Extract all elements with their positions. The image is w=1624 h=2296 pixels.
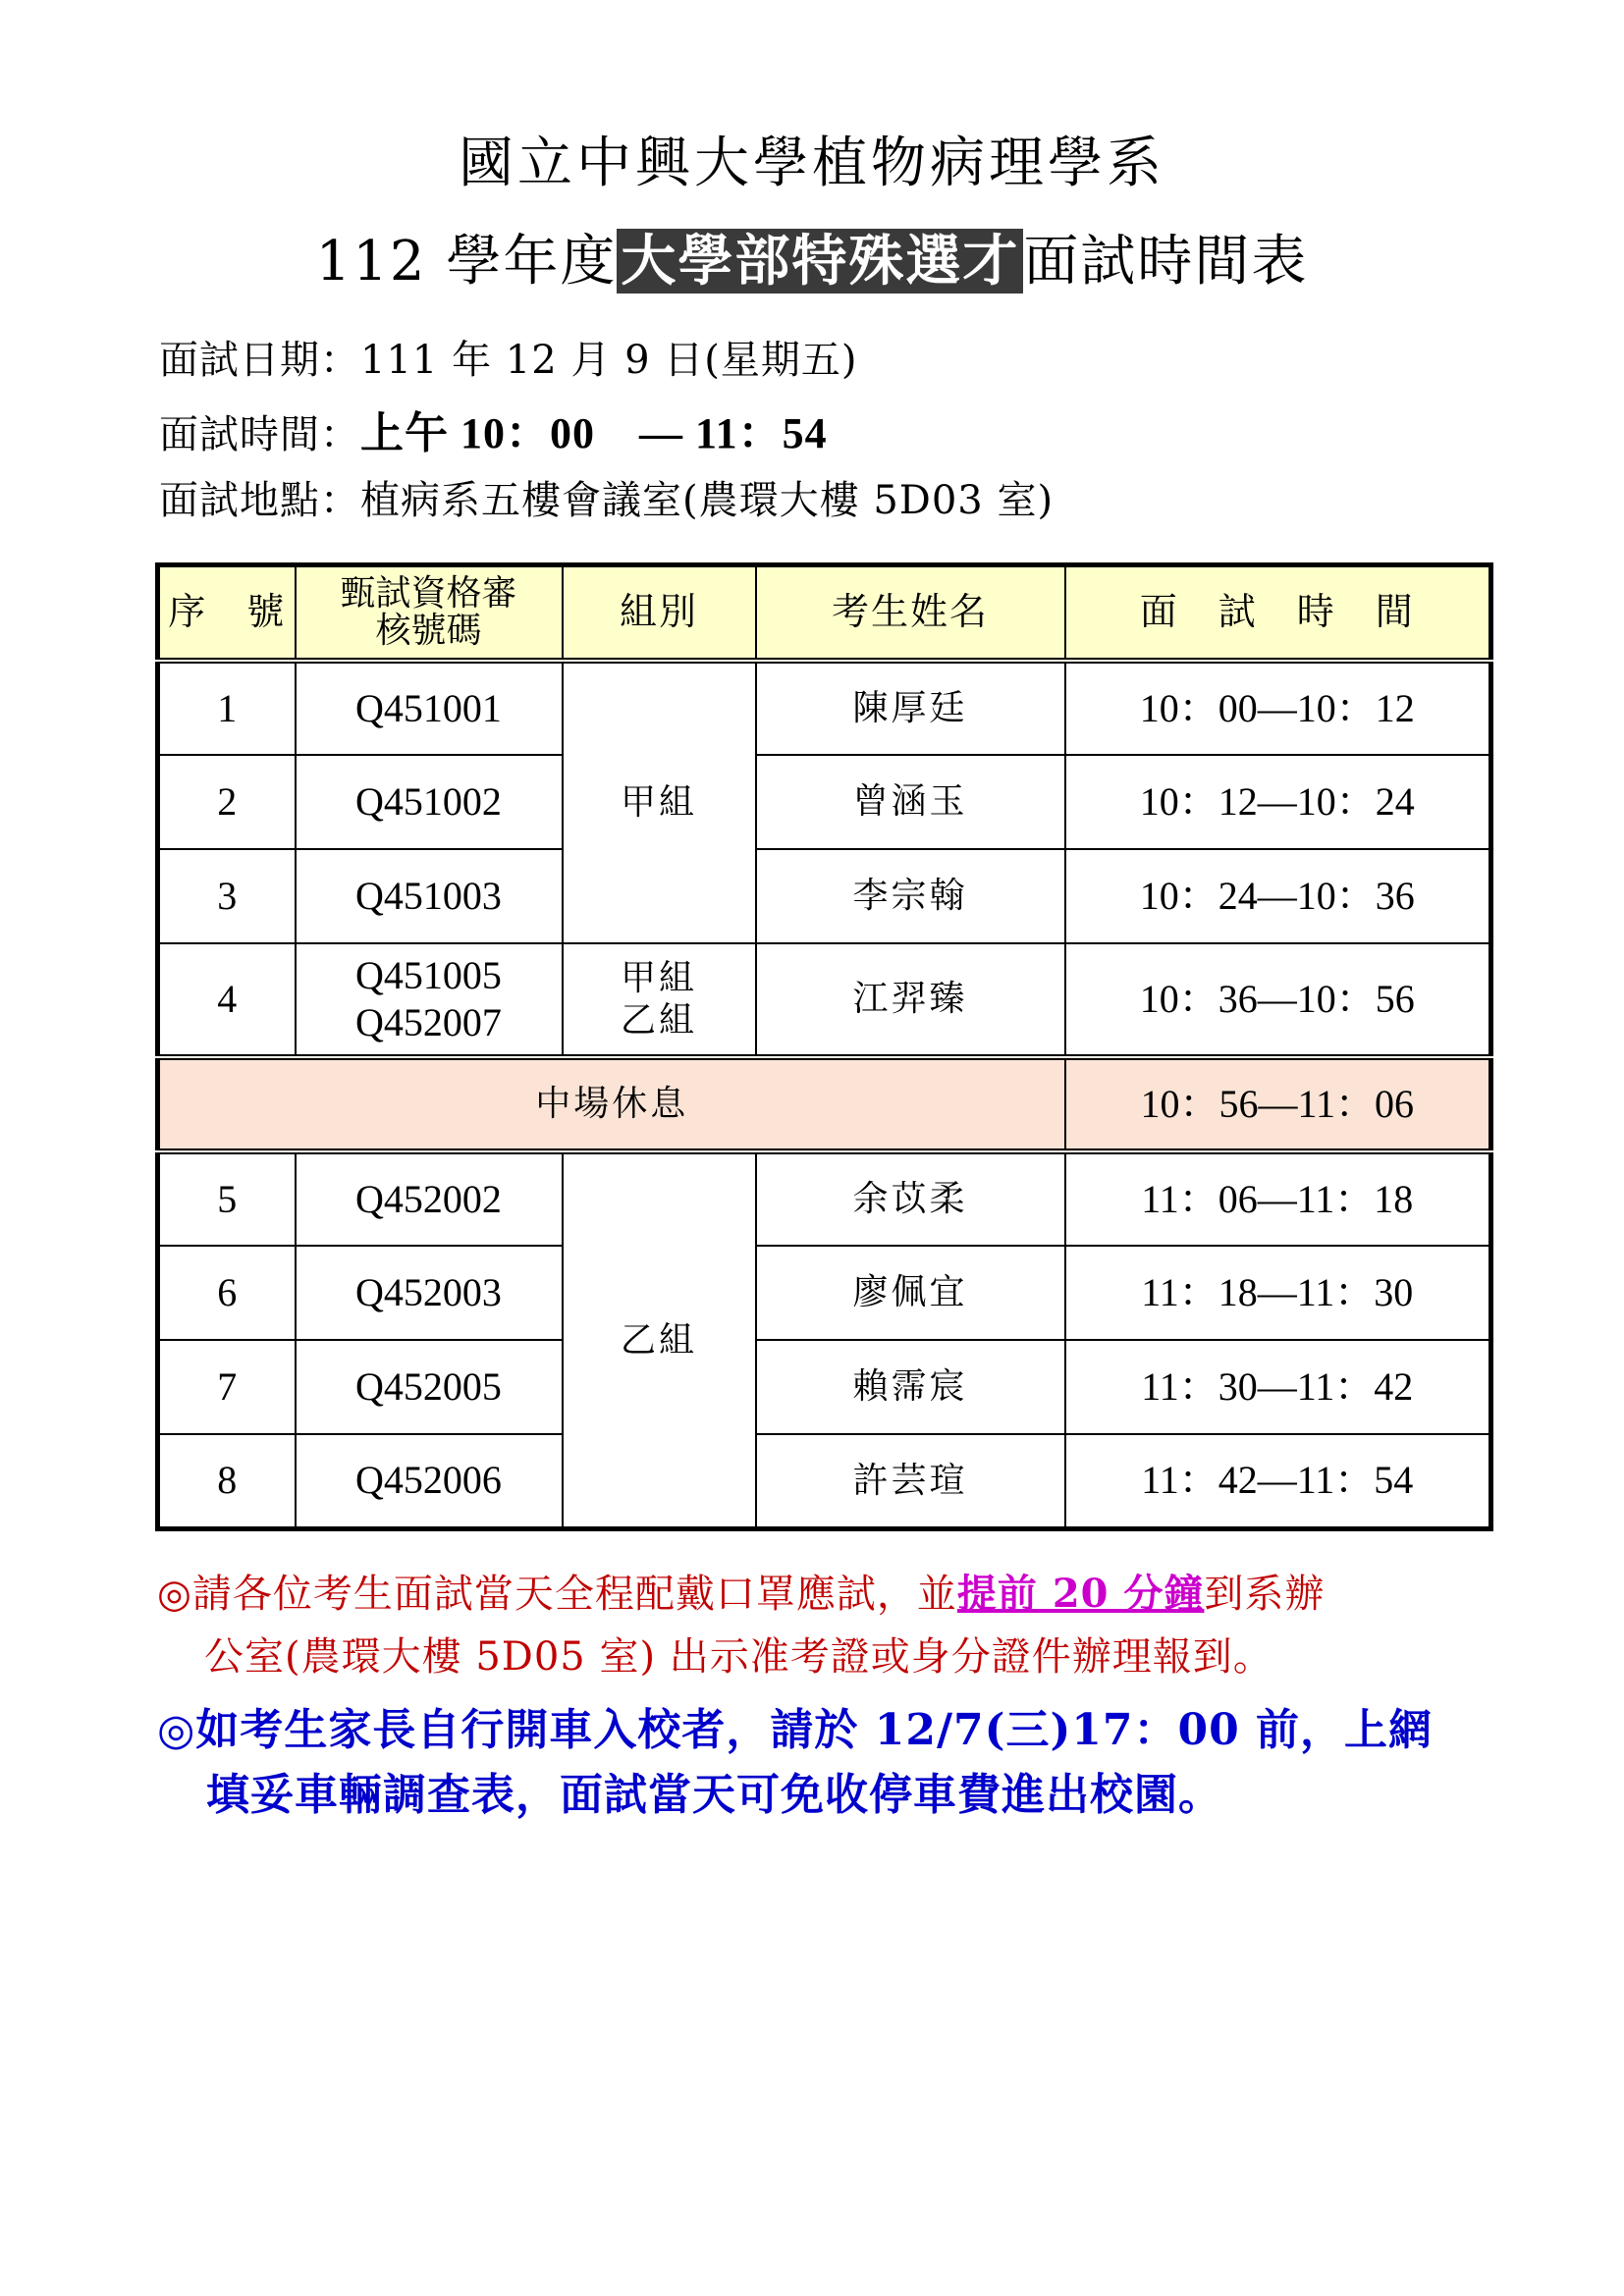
cell-name: 許芸瑄	[756, 1434, 1065, 1528]
header-name: 考生姓名	[756, 565, 1065, 662]
cell-code: Q451001	[296, 661, 563, 755]
cell-code: Q451003	[296, 849, 563, 943]
title-line1: 國立中興大學植物病理學系	[459, 132, 1165, 195]
schedule-table	[155, 562, 1493, 1531]
note1-line2: 公室(農環大樓 5D05 室) 出示准考證或身分證件辦理報到。	[204, 1634, 1273, 1680]
cell-code: Q452003	[296, 1246, 563, 1340]
cell-time: 11：42—11：54	[1065, 1434, 1491, 1528]
cell-group-line1: 甲組	[620, 957, 697, 998]
table-row	[158, 1246, 1491, 1340]
cell-seq: 4	[158, 943, 296, 1057]
break-row	[158, 1057, 1491, 1151]
cell-group-line2: 乙組	[620, 1000, 697, 1041]
place-value: 植病系五樓會議室(農環大樓 5D03 室)	[360, 478, 1055, 523]
cell-seq: 2	[158, 755, 296, 849]
title-highlight: 大學部特殊選才	[617, 229, 1023, 294]
note-mask-checkin	[157, 1563, 1492, 1688]
cell-time: 11：30—11：42	[1065, 1340, 1491, 1434]
cell-name: 李宗翰	[756, 849, 1065, 943]
cell-name: 陳厚廷	[756, 661, 1065, 755]
place-label: 面試地點：	[159, 478, 360, 523]
header-code	[296, 565, 563, 662]
cell-code	[296, 943, 563, 1057]
table-row	[158, 1434, 1491, 1528]
time-value: 上午 10：00 — 11：54	[360, 409, 828, 457]
date-label: 面試日期：	[159, 338, 360, 383]
cell-group	[563, 943, 756, 1057]
note2-line1: ◎如考生家長自行開車入校者，請於 12/7(三)17：00 前，上網	[157, 1705, 1434, 1755]
time-label: 面試時間：	[159, 412, 360, 457]
header-code-line2: 核號碼	[375, 611, 482, 651]
cell-code: Q452005	[296, 1340, 563, 1434]
cell-time: 10：36—10：56	[1065, 943, 1491, 1057]
cell-seq: 8	[158, 1434, 296, 1528]
table-row	[158, 1340, 1491, 1434]
title-line2-prefix: 112 學年度	[315, 230, 618, 294]
interview-date	[159, 329, 857, 385]
table-row	[158, 943, 1491, 1057]
table-row	[158, 1151, 1491, 1246]
table-row	[158, 755, 1491, 849]
cell-time: 11：06—11：18	[1065, 1151, 1491, 1246]
cell-seq: 6	[158, 1246, 296, 1340]
cell-seq: 5	[158, 1151, 296, 1246]
cell-seq: 1	[158, 661, 296, 755]
cell-group: 甲組	[563, 661, 756, 943]
cell-time: 10：24—10：36	[1065, 849, 1491, 943]
interview-place	[159, 469, 1054, 525]
table-header-row	[158, 565, 1491, 662]
note2-line2: 填妥車輛調查表，面試當天可免收停車費進出校園。	[206, 1770, 1222, 1820]
cell-code-line2: Q452007	[355, 1000, 502, 1044]
cell-name: 余苡柔	[756, 1151, 1065, 1246]
cell-code: Q451002	[296, 755, 563, 849]
header-code-line1: 甄試資格審	[340, 573, 517, 614]
header-time: 面 試 時 間	[1065, 565, 1491, 662]
cell-seq: 7	[158, 1340, 296, 1434]
cell-name: 江羿臻	[756, 943, 1065, 1057]
cell-code: Q452006	[296, 1434, 563, 1528]
cell-name: 賴霈宸	[756, 1340, 1065, 1434]
header-seq: 序 號	[158, 565, 296, 662]
interview-time	[159, 398, 828, 460]
cell-name: 曾涵玉	[756, 755, 1065, 849]
break-time: 10：56—11：06	[1065, 1057, 1491, 1151]
cell-code-line1: Q451005	[355, 953, 502, 997]
title-line2-suffix: 面試時間表	[1023, 230, 1309, 294]
cell-group: 乙組	[563, 1151, 756, 1528]
note1-part2: 到系辦	[1204, 1572, 1326, 1617]
date-value: 111 年 12 月 9 日(星期五)	[360, 338, 858, 383]
note1-part1: ◎請各位考生面試當天全程配戴口罩應試，並	[157, 1572, 957, 1617]
note1-emphasis: 提前 20 分鐘	[956, 1571, 1205, 1617]
cell-time: 10：00—10：12	[1065, 661, 1491, 755]
cell-name: 廖佩宜	[756, 1246, 1065, 1340]
note-parking	[157, 1698, 1512, 1828]
cell-code: Q452002	[296, 1151, 563, 1246]
header-group: 組別	[563, 565, 756, 662]
table-row	[158, 661, 1491, 755]
break-label: 中場休息	[158, 1057, 1065, 1151]
table-row	[158, 849, 1491, 943]
cell-seq: 3	[158, 849, 296, 943]
title-line2	[0, 218, 1624, 296]
cell-time: 11：18—11：30	[1065, 1246, 1491, 1340]
cell-time: 10：12—10：24	[1065, 755, 1491, 849]
